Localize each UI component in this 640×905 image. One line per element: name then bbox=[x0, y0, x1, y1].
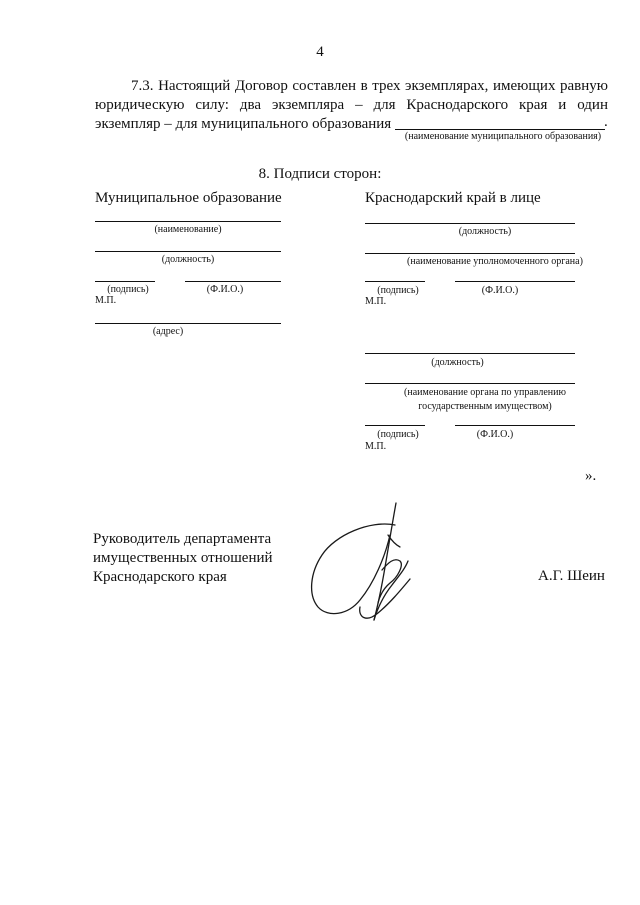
section-title: 8. Подписи сторон: bbox=[258, 166, 382, 182]
right-position2-line bbox=[365, 353, 575, 354]
right-organ2-caption-1: (наименование органа по управлению bbox=[404, 387, 566, 398]
right-fio-caption: (Ф.И.О.) bbox=[481, 285, 519, 296]
right-organ2-caption-2: государственным имуществом) bbox=[418, 401, 552, 412]
left-position-caption: (должность) bbox=[161, 254, 215, 265]
right-fio2-caption: (Ф.И.О.) bbox=[476, 429, 514, 440]
left-address-caption: (адрес) bbox=[152, 326, 184, 337]
right-organ-line bbox=[365, 253, 575, 254]
clause-line-3: экземпляр – для муниципального образования bbox=[95, 116, 392, 132]
right-position2-caption: (должность) bbox=[431, 357, 484, 368]
right-organ2-line bbox=[365, 383, 575, 384]
closing-quote: ». bbox=[585, 468, 597, 484]
right-signature2-line bbox=[365, 425, 425, 426]
left-stamp-label: М.П. bbox=[95, 295, 117, 306]
right-position-caption: (должность) bbox=[458, 226, 512, 237]
left-address-line bbox=[95, 323, 281, 324]
right-signature-line bbox=[365, 281, 425, 282]
signatory-title-line-2: имущественных отношений bbox=[93, 550, 273, 566]
left-position-line bbox=[95, 251, 281, 252]
right-signature-caption: (подпись) bbox=[377, 285, 419, 296]
left-fio-line bbox=[185, 281, 281, 282]
clause-end-dot: . bbox=[604, 114, 608, 130]
municipality-caption: (наименование муниципального образования) bbox=[404, 131, 602, 142]
left-signature-caption: (подпись) bbox=[107, 284, 149, 295]
clause-line-1: 7.3. Настоящий Договор составлен в трех экземплярах, имеющих равную bbox=[131, 78, 608, 94]
municipality-fill-line bbox=[395, 128, 605, 130]
signatory-title-line-1: Руководитель департамента bbox=[93, 531, 272, 547]
page-number: 4 bbox=[316, 44, 324, 60]
right-stamp-label: М.П. bbox=[365, 296, 387, 307]
right-fio2-line bbox=[455, 425, 575, 426]
signatory-title-line-3: Краснодарского края bbox=[93, 569, 227, 585]
left-name-caption: (наименование) bbox=[154, 224, 222, 235]
left-name-line bbox=[95, 221, 281, 222]
clause-line-2: юридическую силу: два экземпляра – для Краснодарского края и один bbox=[95, 97, 608, 113]
right-signature2-caption: (подпись) bbox=[377, 429, 419, 440]
left-fio-caption: (Ф.И.О.) bbox=[206, 284, 244, 295]
right-party-heading: Краснодарский край в лице bbox=[365, 190, 541, 206]
right-stamp2-label: М.П. bbox=[365, 441, 387, 452]
right-organ-caption: (наименование уполномоченного органа) bbox=[407, 256, 583, 267]
signatory-name: А.Г. Шеин bbox=[538, 568, 605, 584]
left-party-heading: Муниципальное образование bbox=[95, 190, 282, 206]
left-signature-line bbox=[95, 281, 155, 282]
right-fio-line bbox=[455, 281, 575, 282]
handwritten-signature bbox=[300, 495, 440, 630]
signatory-title bbox=[93, 530, 273, 587]
right-position-line bbox=[365, 223, 575, 224]
